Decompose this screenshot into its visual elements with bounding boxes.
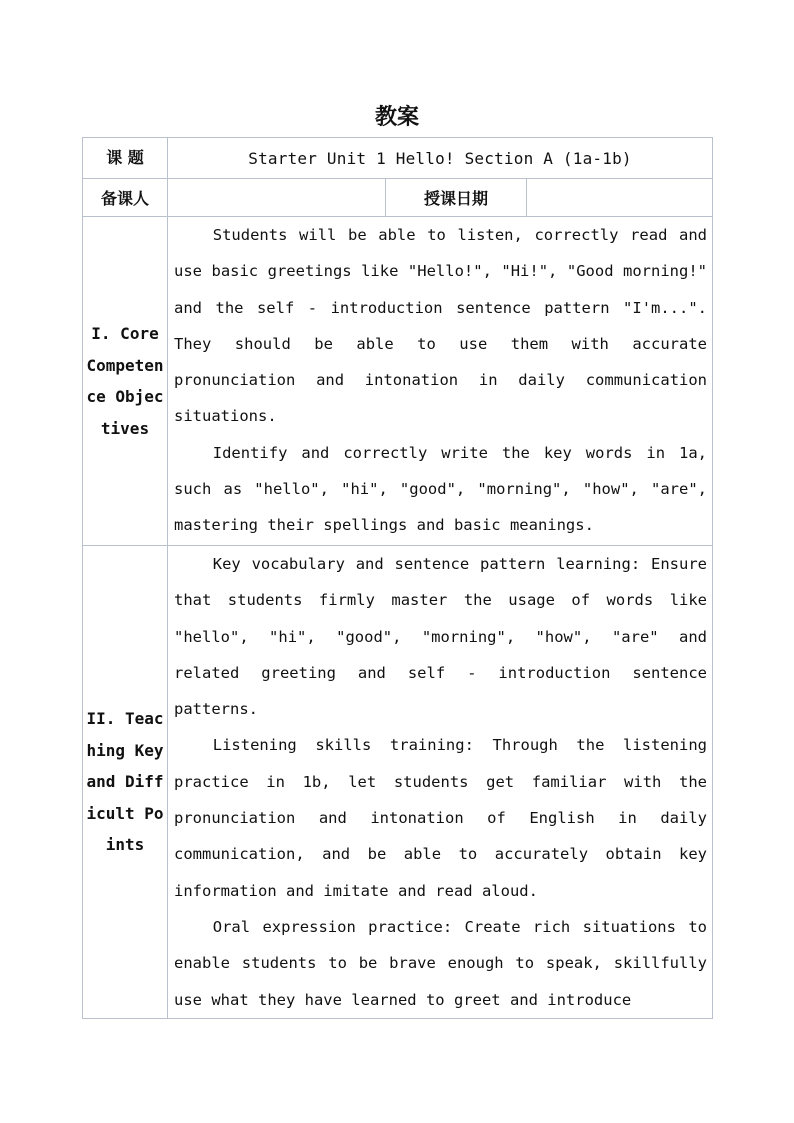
section-content-key-points — [168, 546, 713, 1019]
date-label: 授课日期 — [386, 179, 527, 217]
paragraph: Key vocabulary and sentence pattern learning: Ensure that students firmly master the usage of words like "hello", "hi", "good", "morning", "how", "are" and related greeting and self - introduction sentence patterns. — [174, 555, 708, 719]
date-value[interactable] — [527, 179, 713, 217]
paragraph: Oral expression practice: Create rich situations to enable students to be brave enough to speak, skillfully use what they have learned to greet and introduce — [174, 917, 708, 1009]
section-content-objectives — [168, 217, 713, 546]
paragraph: Identify and correctly write the key words in 1a, such as "hello", "hi", "good", "morning", "how", "are", mastering their spellings and basic meanings. — [174, 443, 708, 535]
topic-label: 课 题 — [83, 138, 168, 179]
paragraph: Listening skills training: Through the listening practice in 1b, let students get familiar with the pronunciation and intonation of English in daily communication, and be able to accurately obtain key information and imitate and read aloud. — [174, 736, 708, 900]
lesson-plan-table — [82, 137, 713, 1019]
page-title: 教案 — [374, 105, 419, 130]
section-label-key-points: II. Teaching Key and Difficult Points — [83, 546, 168, 1019]
preparer-label: 备课人 — [83, 179, 168, 217]
section-label-objectives: I. Core Competence Objectives — [83, 217, 168, 546]
topic-value: Starter Unit 1 Hello! Section A (1a-1b) — [168, 138, 713, 179]
preparer-value[interactable] — [168, 179, 386, 217]
paragraph: Students will be able to listen, correctly read and use basic greetings like "Hello!", "Hi!", "Good morning!" and the self - introduction sentence pattern "I'm...". They should be able to use them with accurate pronunciation and intonation in daily communication situations. — [174, 226, 708, 426]
